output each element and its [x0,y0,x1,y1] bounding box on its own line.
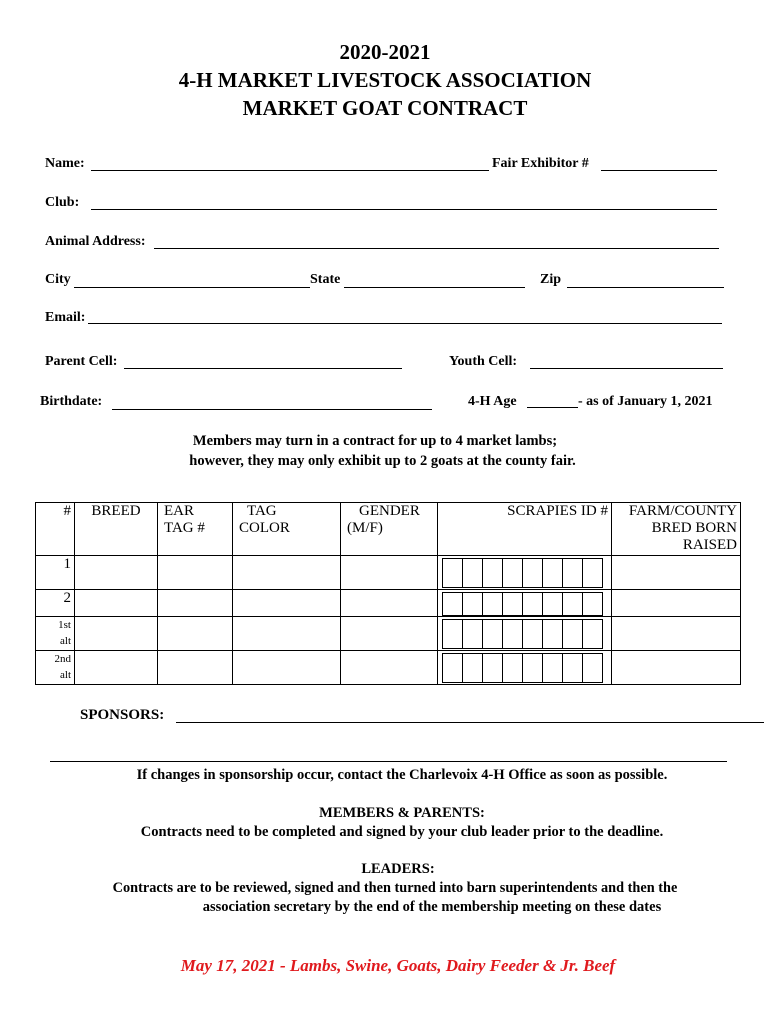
age-label: 4-H Age [468,394,517,409]
city-label: City [45,272,71,287]
farm-county-cell[interactable] [612,590,741,617]
city-field[interactable] [74,287,310,288]
table-row [36,651,741,685]
notice-line-1: Members may turn in a contract for up to 4 market lambs; [192,433,558,449]
club-field[interactable] [91,209,717,210]
breed-cell[interactable] [75,651,158,685]
ear-tag-cell[interactable] [158,556,233,590]
ear-tag-cell[interactable] [158,651,233,685]
state-field[interactable] [344,287,525,288]
scrapies-boxes[interactable] [442,592,603,616]
scrapies-cell[interactable] [438,617,612,651]
gender-cell[interactable] [341,651,438,685]
ear-tag-cell[interactable] [158,617,233,651]
members-heading: MEMBERS & PARENTS: [319,805,485,821]
sponsorship-note: If changes in sponsorship occur, contact the Charlevoix 4-H Office as soon as possible. [136,767,668,783]
animal-table [35,502,741,685]
birthdate-field[interactable] [112,409,432,410]
tag-color-cell[interactable] [233,556,341,590]
fair-exhibitor-field[interactable] [601,170,717,171]
leaders-line-2: association secretary by the end of the membership meeting on these dates [202,899,662,915]
scrapies-boxes[interactable] [442,653,603,683]
breed-cell[interactable] [75,556,158,590]
gender-cell[interactable] [341,590,438,617]
header-number: # [36,503,75,556]
row-label: 2 [36,590,75,617]
header-ear-tag: EAR TAG # [158,503,233,556]
youth-cell-label: Youth Cell: [449,354,518,369]
sponsors-field-2[interactable] [50,761,727,762]
sponsors-label: SPONSORS: [80,707,165,723]
farm-county-cell[interactable] [612,617,741,651]
tag-color-cell[interactable] [233,651,341,685]
email-label: Email: [45,310,86,325]
leaders-line-1: Contracts are to be reviewed, signed and then turned into barn superintendents and then the [112,880,678,896]
title-association: 4-H MARKET LIVESTOCK ASSOCIATION [178,68,592,92]
row-label: 1st alt [36,617,75,651]
table-row [36,617,741,651]
age-as-of-label: - as of January 1, 2021 [578,394,713,409]
members-text: Contracts need to be completed and signed by your club leader prior to the deadline. [140,824,664,840]
breed-cell[interactable] [75,590,158,617]
table-row [36,556,741,590]
header-tag-color: TAG COLOR [233,503,341,556]
state-label: State [310,272,341,287]
breed-cell[interactable] [75,617,158,651]
name-label: Name: [45,156,85,171]
table-header-row [36,503,741,556]
farm-county-cell[interactable] [612,556,741,590]
table-row [36,590,741,617]
header-gender: GENDER (M/F) [341,503,438,556]
age-field[interactable] [527,407,578,408]
title-contract: MARKET GOAT CONTRACT [242,96,528,120]
scrapies-cell[interactable] [438,651,612,685]
gender-cell[interactable] [341,617,438,651]
header-scrapies: SCRAPIES ID # [438,503,612,556]
gender-cell[interactable] [341,556,438,590]
scrapies-cell[interactable] [438,590,612,617]
tag-color-cell[interactable] [233,617,341,651]
row-label: 2nd alt [36,651,75,685]
scrapies-boxes[interactable] [442,619,603,649]
zip-label: Zip [540,272,562,287]
leaders-heading: LEADERS: [361,861,435,877]
header-farm-county: FARM/COUNTY BRED BORN RAISED [612,503,741,556]
email-field[interactable] [88,323,722,324]
parent-cell-field[interactable] [124,368,402,369]
birthdate-label: Birthdate: [40,394,103,409]
tag-color-cell[interactable] [233,590,341,617]
scrapies-cell[interactable] [438,556,612,590]
fair-exhibitor-label: Fair Exhibitor # [492,156,589,171]
name-field[interactable] [91,170,489,171]
notice-line-2: however, they may only exhibit up to 2 goats at the county fair. [189,453,576,469]
animal-address-label: Animal Address: [45,234,146,249]
zip-field[interactable] [567,287,724,288]
parent-cell-label: Parent Cell: [45,354,118,369]
club-label: Club: [45,195,80,210]
header-breed: BREED [75,503,158,556]
sponsors-field[interactable] [176,722,764,723]
youth-cell-field[interactable] [530,368,723,369]
row-label: 1 [36,556,75,590]
scrapies-boxes[interactable] [442,558,603,588]
ear-tag-cell[interactable] [158,590,233,617]
title-year: 2020-2021 [339,40,431,64]
animal-address-field[interactable] [154,248,719,249]
farm-county-cell[interactable] [612,651,741,685]
deadline-text: May 17, 2021 - Lambs, Swine, Goats, Dairy Feeder & Jr. Beef [180,956,616,975]
